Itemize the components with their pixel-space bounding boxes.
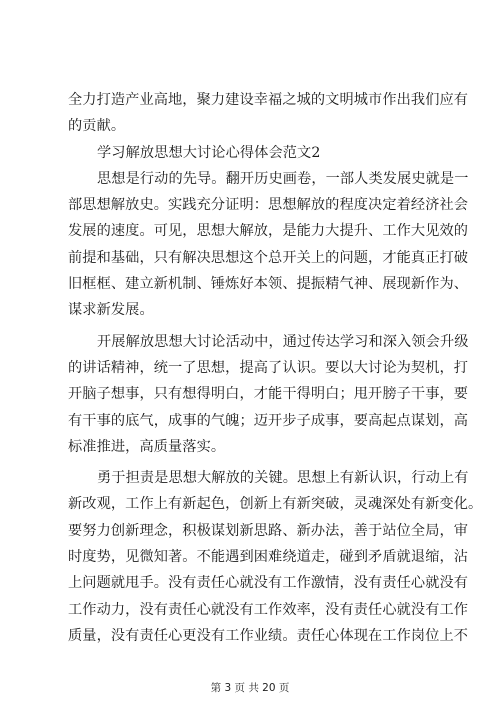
text-line: 勇于担责是思想大解放的关键。思想上有新认识，行动上有 xyxy=(97,470,469,487)
text-line: 发展的速度。可见，思想大解放，是能力大提升、工作大见效的 xyxy=(68,223,469,240)
text-line: 全力打造产业高地，聚力建设幸福之城的文明城市作出我们应有 xyxy=(68,92,469,108)
paragraph xyxy=(68,465,483,649)
text-line: 新改观，工作上有新起色，创新上有新突破，灵魂深处有新变化。 xyxy=(68,496,483,513)
text-line: 部思想解放史。实践充分证明：思想解放的程度决定着经济社会 xyxy=(68,197,469,214)
text-line: 开展解放思想大讨论活动中，通过传达学习和深入领会升级 xyxy=(97,333,469,350)
text-line: 有干事的底气，成事的气魄；迈开步子成事，要高起点谋划，高 xyxy=(68,412,469,429)
page-number-footer: 第 3 页 共 20 页 xyxy=(210,682,290,694)
paragraph xyxy=(68,329,469,460)
text-line: 要努力创新理念，积极谋划新思路、新办法，善于站位全局，审 xyxy=(68,522,469,539)
text-line: 前提和基础，只有解决思想这个总开关上的问题，才能真正打破 xyxy=(68,249,469,266)
text-line: 旧框框、建立新机制、锤炼好本领、提振精气神、展现新作为、 xyxy=(68,276,469,293)
text-line: 的贡献。 xyxy=(68,118,126,135)
text-line: 谋求新发展。 xyxy=(68,302,154,319)
text-line: 标准推进，高质量落实。 xyxy=(68,438,226,455)
text-line: 工作动力，没有责任心就没有工作效率，没有责任心就没有工作 xyxy=(68,601,469,618)
text-line: 思想是行动的先导。翻开历史画卷，一部人类发展史就是一 xyxy=(97,170,469,187)
text-line: 学习解放思想大讨论心得体会范文2 xyxy=(97,144,321,161)
text-line: 上问题就甩手。没有责任心就没有工作激情，没有责任心就没有 xyxy=(68,575,469,592)
paragraph xyxy=(68,166,469,324)
text-line: 开脑子想事，只有想得明白，才能干得明白；甩开膀子干事，要 xyxy=(68,386,469,403)
document-body xyxy=(68,87,483,649)
text-line: 的讲话精神，统一了思想，提高了认识。要以大讨论为契机，打 xyxy=(68,359,469,376)
paragraph xyxy=(68,87,469,140)
section-title xyxy=(68,140,434,166)
text-line: 质量，没有责任心更没有工作业绩。责任心体现在工作岗位上不 xyxy=(68,627,469,644)
text-line: 时度势，见微知著。不能遇到困难绕道走，碰到矛盾就退缩，沾 xyxy=(68,549,469,566)
